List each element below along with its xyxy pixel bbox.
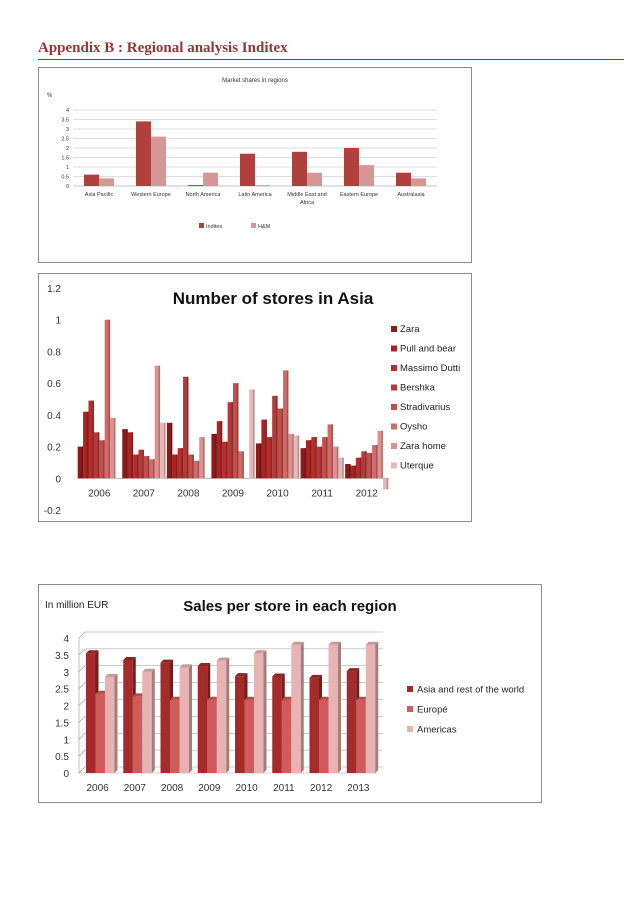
x-tick-label: 2012 [310, 783, 333, 794]
bar-europ [207, 700, 217, 773]
legend-swatch [391, 385, 397, 391]
market-share-chart-svg [39, 68, 471, 262]
y-tick-label: 4 [63, 634, 69, 645]
legend-swatch [391, 326, 397, 332]
bar-europ [133, 696, 143, 773]
bar-shade [164, 423, 166, 479]
y-tick-label: 1.5 [61, 155, 69, 162]
x-tick-label: Australasia [397, 192, 425, 198]
bar-inditex [396, 173, 411, 186]
bar-shade [271, 437, 273, 478]
bar-shade [321, 447, 323, 479]
legend-swatch [391, 463, 397, 469]
x-tick-label: 2012 [355, 488, 378, 500]
bar-side [226, 658, 229, 773]
gridline-side [79, 649, 85, 655]
bar-hm [255, 185, 270, 186]
x-tick-label: 2009 [198, 783, 221, 794]
gridline-side [79, 733, 85, 739]
y-tick-label: 4 [65, 108, 69, 114]
bar-shade [326, 437, 328, 478]
x-tick-label: Latin America [238, 192, 272, 198]
bar-americas [291, 645, 301, 773]
y-axis-label: % [47, 93, 53, 99]
legend-label: Europé [417, 704, 448, 716]
bar-shade [315, 437, 317, 478]
legend-label: Zara home [400, 441, 446, 452]
bar-shade [137, 455, 139, 479]
y-tick-label: 0 [65, 184, 69, 190]
bar-inditex [344, 148, 359, 186]
bar-shade [203, 437, 205, 478]
bar-europ [245, 700, 255, 773]
bar-shade [221, 421, 223, 478]
bar-shade [242, 451, 244, 478]
y-tick-label: 0.5 [55, 752, 69, 764]
bar-americas [329, 645, 339, 773]
y-tick-label: 3.5 [61, 117, 69, 124]
legend-label: Zara [400, 324, 420, 335]
title-divider [38, 59, 624, 60]
bar-shade [281, 409, 283, 479]
y-tick-label: 0 [63, 769, 69, 780]
bar-shade [276, 396, 278, 478]
x-tick-label: 2013 [347, 783, 370, 794]
bar-side [301, 642, 304, 773]
legend-swatch [391, 443, 397, 449]
bar-europ [319, 700, 329, 773]
legend-label: Massimo Dutti [400, 363, 461, 374]
sales-per-store-chart [38, 584, 542, 803]
bar-asiaandrestoftheworld [198, 666, 208, 773]
legend-label: Oysho [400, 421, 428, 433]
x-tick-label: 2008 [161, 783, 184, 794]
bar-shade [371, 453, 373, 478]
legend-swatch [407, 686, 413, 692]
legend-label: Bershka [400, 382, 435, 394]
x-tick-label: 2007 [123, 783, 146, 794]
y-tick-label: 2.5 [55, 684, 69, 696]
bar-shade [187, 377, 189, 478]
bar-side [264, 650, 267, 773]
bar-shade [354, 466, 356, 479]
bar-asiaandrestoftheworld [123, 660, 133, 773]
bar-inditex [188, 185, 203, 186]
bar-shade [226, 442, 228, 478]
sales-per-store-chart-svg [39, 585, 541, 802]
bar-shade [182, 448, 184, 478]
bar-shade [298, 435, 300, 478]
y-tick-label: 3.5 [55, 650, 69, 662]
x-tick-label: 2010 [266, 488, 289, 500]
legend-label: Stradivarius [400, 402, 451, 413]
chart-title: Market shares in regions [222, 78, 288, 84]
bar-americas [142, 672, 152, 773]
x-tick-label: Eastern Europe [339, 192, 379, 198]
y-tick-label: 0.6 [47, 379, 61, 391]
stores-asia-chart [38, 273, 472, 522]
bar-shade [109, 320, 111, 479]
legend-swatch [391, 404, 397, 410]
y-tick-label: -0.2 [43, 506, 61, 517]
y-tick-label: 1.2 [47, 284, 61, 295]
gridline-side [79, 767, 85, 773]
bar-shade [292, 434, 294, 478]
bar-shade [304, 448, 306, 478]
bar-shade [337, 447, 339, 479]
gridline-side [79, 750, 85, 756]
bar-hm [359, 165, 374, 186]
legend-swatch [199, 223, 204, 228]
x-tick-label: 2008 [177, 488, 200, 500]
gridline-side [79, 700, 85, 706]
gridline-side [79, 683, 85, 689]
bar-europ [96, 694, 106, 773]
bar-asiaandrestoftheworld [161, 663, 171, 773]
bar-shade [365, 451, 367, 478]
bar-shade [287, 370, 289, 478]
bar-europ [356, 700, 366, 773]
bar-europ [282, 700, 292, 773]
y-tick-label: 0.2 [47, 442, 61, 454]
legend-swatch [391, 424, 397, 430]
bar-shade [376, 445, 378, 478]
bar-shade [148, 456, 150, 478]
bar-side [375, 642, 378, 773]
y-tick-label: 1 [63, 735, 69, 747]
y-tick-label: 3 [65, 127, 69, 133]
bar-shade [237, 383, 239, 478]
legend-swatch [391, 346, 397, 352]
bar-shade [153, 459, 155, 478]
bar-shade [82, 447, 84, 479]
bar-shade [260, 443, 262, 478]
bar-shade [349, 464, 351, 478]
y-tick-label: 1 [65, 165, 69, 171]
bar-shade [103, 440, 105, 478]
bar-shade [331, 424, 333, 478]
bar-americas [366, 645, 376, 773]
market-share-chart [38, 67, 472, 263]
x-tick-label: 2007 [132, 488, 155, 500]
bar-shade [215, 434, 217, 478]
bar-shade [114, 418, 116, 478]
bar-side [189, 664, 192, 773]
bar-hm [411, 178, 426, 186]
bar-shade [342, 458, 344, 479]
legend-label: Americas [417, 724, 457, 736]
bar-shade [231, 402, 233, 478]
y-tick-label: 3 [63, 667, 69, 679]
x-tick-label: Asia Pacific [84, 192, 114, 198]
bar-shade [142, 450, 144, 479]
gridline-side [79, 666, 85, 672]
bar-americas [217, 661, 227, 773]
x-tick-label: North America [185, 192, 221, 198]
legend-swatch [391, 365, 397, 371]
x-tick-label: 2006 [88, 488, 111, 500]
x-tick-label: 2006 [86, 783, 109, 794]
bar-americas [180, 667, 190, 773]
y-axis-label: In million EUR [45, 600, 109, 611]
bar-shade [360, 458, 362, 479]
bar-asiaandrestoftheworld [347, 671, 357, 773]
x-tick-label: 2009 [221, 488, 245, 500]
bar-shade [310, 440, 312, 478]
bar-asiaandrestoftheworld [310, 678, 320, 773]
bar-shade [87, 412, 89, 479]
bar-hm [151, 137, 166, 186]
y-tick-label: 0.8 [47, 347, 61, 359]
y-tick-label: 2 [63, 701, 69, 713]
bar-shade [387, 478, 389, 489]
stores-asia-chart-svg [39, 274, 471, 521]
bar-europ [170, 700, 180, 773]
bar-shade [176, 455, 178, 479]
x-tick-label: 2010 [235, 783, 258, 794]
bar-shade [381, 431, 383, 479]
bar-inditex [84, 175, 99, 186]
legend-label: Pull and bear [400, 343, 456, 355]
y-tick-label: 1.5 [55, 718, 69, 730]
bar-americas [254, 653, 264, 773]
x-tick-label: 2011 [273, 783, 295, 794]
gridline-side [79, 716, 85, 722]
bar-side [152, 669, 155, 773]
y-tick-label: 2.5 [61, 136, 69, 143]
bar-hm [307, 173, 322, 186]
chart-title: Sales per store in each region [183, 598, 397, 615]
bar-americas [105, 677, 115, 773]
bar-asiaandrestoftheworld [235, 676, 245, 773]
bar-shade [98, 432, 100, 478]
y-tick-label: 1 [55, 315, 61, 327]
bar-side [115, 674, 118, 773]
x-tick-label: Western Europe [131, 192, 171, 198]
legend-swatch [407, 726, 413, 732]
legend-label: Inditex [206, 224, 223, 230]
legend-swatch [407, 706, 413, 712]
bar-asiaandrestoftheworld [272, 676, 282, 773]
bar-hm [99, 178, 114, 186]
x-tick-label: Middle East and [287, 192, 327, 198]
bar-hm [203, 173, 218, 186]
y-tick-label: 0.4 [47, 410, 61, 422]
gridline-side [79, 632, 85, 638]
bar-shade [265, 420, 267, 479]
bar-inditex [292, 152, 307, 186]
bar-shade [171, 423, 173, 479]
bar-shade [92, 401, 94, 479]
bar-shade [198, 461, 200, 478]
bar-shade [192, 455, 194, 479]
bar-shade [253, 389, 255, 478]
bar-inditex [240, 154, 255, 186]
bar-inditex [136, 121, 151, 186]
legend-label: H&M [258, 224, 271, 230]
x-tick-label: 2011 [311, 488, 333, 500]
legend-label: Asia and rest of the world [417, 684, 525, 696]
legend-label: Uterque [400, 460, 434, 472]
y-tick-label: 2 [65, 146, 69, 152]
x-tick-label: Africa [299, 200, 315, 206]
bar-shade [159, 366, 161, 479]
bar-shade [126, 429, 128, 478]
legend-swatch [251, 223, 256, 228]
bar-asiaandrestoftheworld [86, 653, 96, 773]
page-title: Appendix B : Regional analysis Inditex [38, 40, 288, 56]
bar-side [338, 642, 341, 773]
bar-shade [132, 432, 134, 478]
y-tick-label: 0 [55, 474, 61, 486]
chart-title: Number of stores in Asia [172, 289, 374, 308]
y-tick-label: 0.5 [61, 174, 69, 181]
